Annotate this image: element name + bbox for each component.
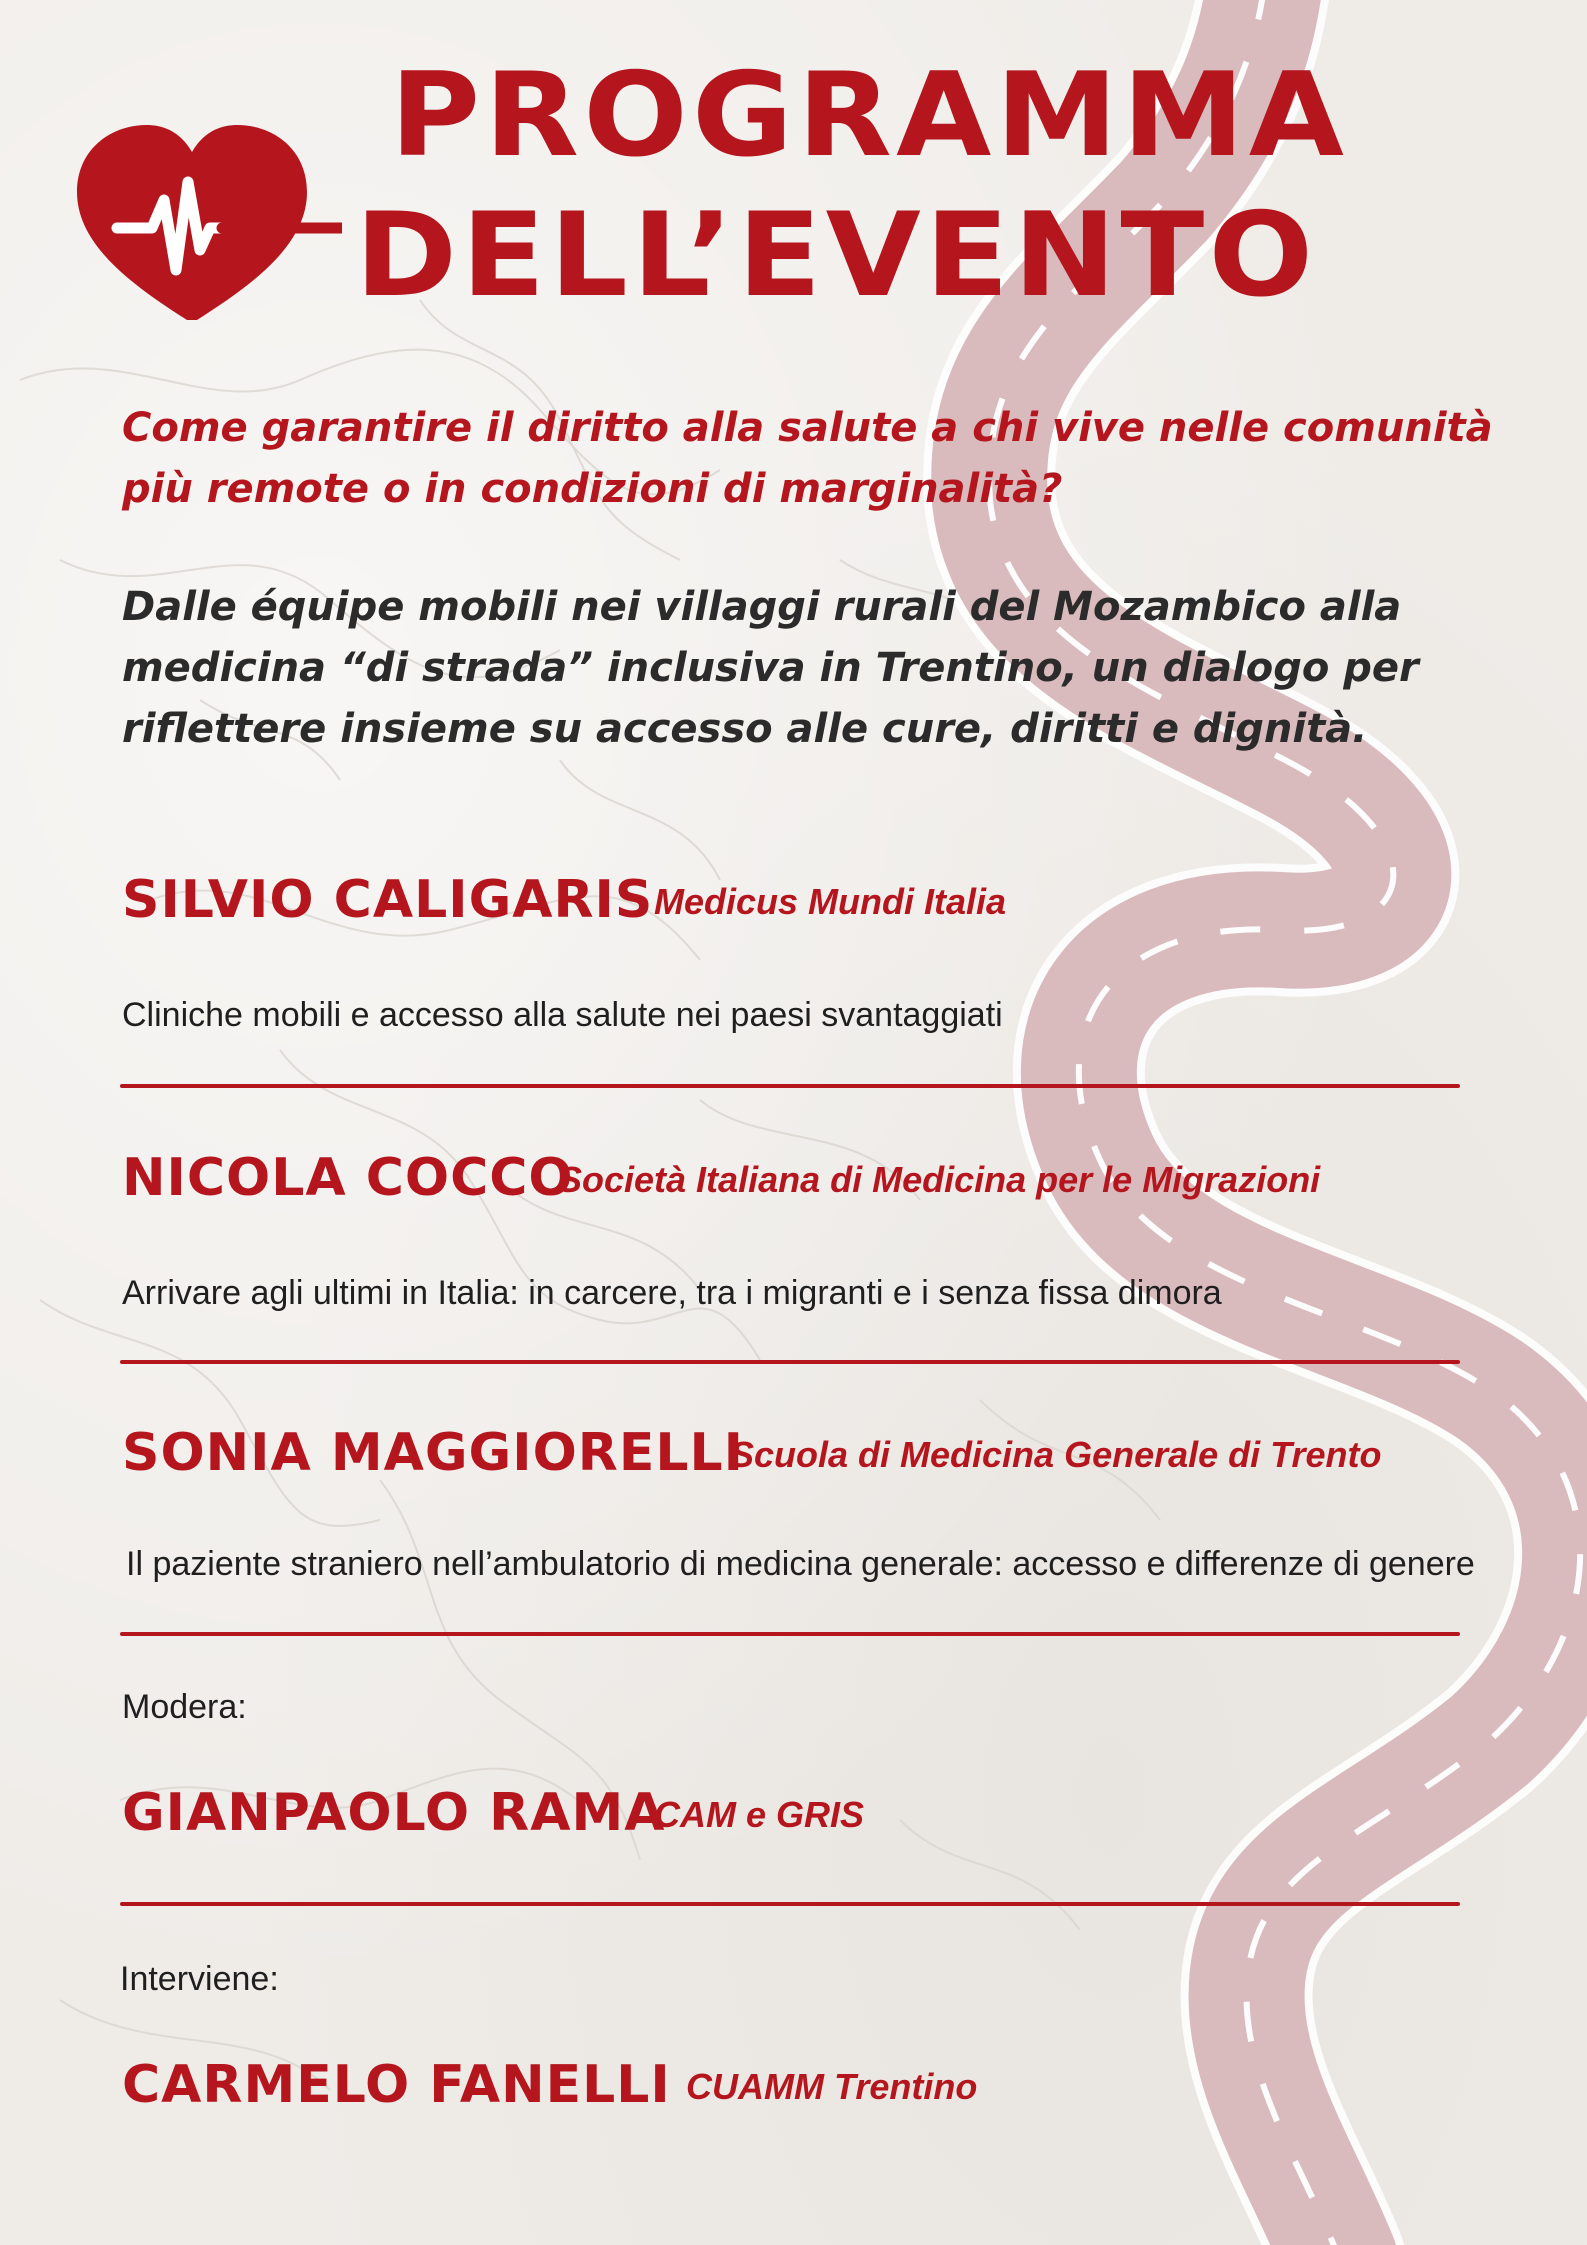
talk-title: Cliniche mobili e accesso alla salute nei paesi svantaggiati [122,996,1003,1034]
event-question: Come garantire il diritto alla salute a chi vive nelle comunità più remote o in condizioni di marginalità? [122,405,1493,512]
divider [120,1084,1460,1088]
moderator-label: Modera: [122,1688,247,1726]
speaker-name: SILVIO CALIGARIS [122,870,654,930]
divider [120,1360,1460,1364]
moderator-organization: CAM e GRIS [654,1794,865,1835]
moderator-name: GIANPAOLO RAMA [122,1783,666,1843]
guest-label: Interviene: [120,1960,279,1998]
speaker-name: NICOLA COCCO [122,1148,574,1208]
talk-title: Arrivare agli ultimi in Italia: in carcere, tra i migranti e i senza fissa dimora [122,1274,1222,1312]
guest-name: CARMELO FANELLI [122,2055,671,2115]
divider [120,1632,1460,1636]
guest-organization: CUAMM Trentino [686,2066,978,2107]
page-title-line-2: DELL’EVENTO [355,188,1318,323]
divider [120,1902,1460,1906]
event-intro: Dalle équipe mobili nei villaggi rurali del Mozambico alla medicina “di strada” inclusiva in Trentino, un dialogo per riflettere insieme su accesso alle cure, diritti e dignità. [122,584,1419,752]
speaker-organization: Società Italiana di Medicina per le Migrazioni [558,1159,1321,1200]
speaker-name: SONIA MAGGIORELLI [122,1423,744,1483]
heart-pulse-icon [72,120,342,330]
speaker-organization: Medicus Mundi Italia [654,881,1007,922]
speaker-organization: Scuola di Medicina Generale di Trento [730,1434,1382,1475]
page-title-line-1: PROGRAMMA [390,48,1349,183]
talk-title: Il paziente straniero nell’ambulatorio di medicina generale: accesso e differenze di genere [126,1545,1475,1583]
